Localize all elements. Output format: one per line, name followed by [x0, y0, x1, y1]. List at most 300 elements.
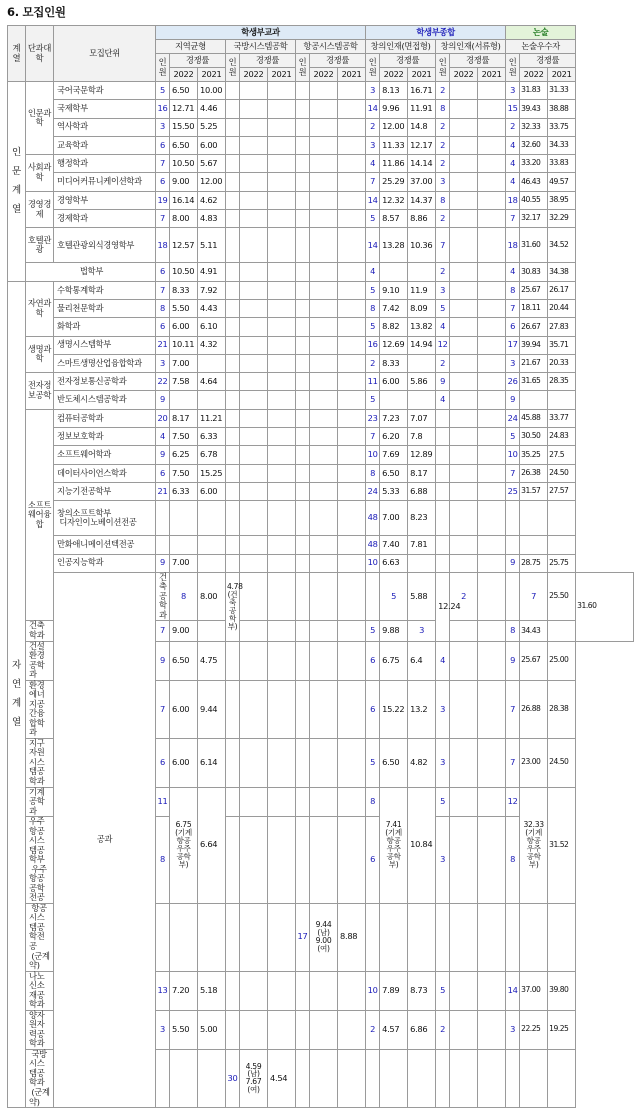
unit-name: 지구자원시스템공학과 [26, 738, 54, 787]
seats-cell: 7 [156, 680, 170, 738]
unit-name: 건설환경공학과 [26, 641, 54, 680]
rate-cell: 8.17 [408, 464, 436, 482]
seats-cell: 10 [366, 554, 380, 572]
rate-cell: 26.17 [548, 281, 576, 299]
rate-cell: 12.00 [380, 118, 408, 136]
rate-cell: 11.21 [198, 409, 226, 427]
header-competition: 경쟁률 [380, 54, 436, 68]
seats-cell: 4 [366, 263, 380, 281]
rate-cell: 40.55 [520, 191, 548, 209]
rate-cell: 6.63 [380, 554, 408, 572]
seats-cell: 5 [156, 82, 170, 100]
seats-cell: 14 [366, 100, 380, 118]
rate-cell: 6.50 [170, 136, 198, 154]
header-year: 2022 [240, 68, 268, 82]
rate-cell: 4.59 (남) 7.67 (여) [240, 1049, 268, 1107]
seats-cell: 5 [436, 787, 450, 817]
seats-cell: 8 [506, 621, 520, 641]
unit-name: 소프트웨어학과 [54, 446, 156, 464]
seats-cell: 8 [366, 787, 380, 817]
rate-cell: 6.50 [380, 464, 408, 482]
rate-cell: 7.69 [380, 446, 408, 464]
seats-cell: 10 [366, 446, 380, 464]
unit-name: 지능기전공학부 [54, 482, 156, 500]
rate-cell: 15.22 [380, 680, 408, 738]
seats-cell: 48 [366, 536, 380, 554]
college-jeonja: 전자정보공학 [26, 373, 54, 410]
seats-cell: 8 [506, 817, 520, 904]
rate-cell: 12.71 [170, 100, 198, 118]
unit-name: 만화애니메이션텍전공 [54, 536, 156, 554]
seats-cell: 4 [506, 155, 520, 173]
unit-name: 창의소프트학부 디자인이노베이션전공 [54, 501, 156, 536]
rate-cell: 32.29 [548, 210, 576, 228]
rate-cell: 7.89 [380, 971, 408, 1010]
rate-cell: 4.91 [198, 263, 226, 281]
header-competition: 경쟁률 [310, 54, 366, 68]
merged-rate-cell: 31.52 [548, 787, 576, 903]
rate-cell: 12.32 [380, 191, 408, 209]
seats-cell: 16 [156, 100, 170, 118]
merged-rate-cell: 6.64 [198, 787, 226, 903]
rate-cell: 26.67 [520, 318, 548, 336]
rate-cell: 31.57 [520, 482, 548, 500]
seats-cell: 7 [436, 228, 450, 263]
unit-name: 생명시스템학부 [54, 336, 156, 354]
unit-name: 역사학과 [54, 118, 156, 136]
rate-cell: 6.00 [198, 136, 226, 154]
rate-cell: 19.25 [548, 1010, 576, 1049]
rate-cell: 32.60 [520, 136, 548, 154]
unit-name: 우주항공시스템공학부 우주항공공학전공 [26, 817, 54, 904]
header-year: 2022 [170, 68, 198, 82]
rate-cell: 7.07 [408, 409, 436, 427]
unit-name: 국어국문학과 [54, 82, 156, 100]
header-year: 2022 [520, 68, 548, 82]
rate-cell: 6.00 [170, 738, 198, 787]
seats-cell: 3 [506, 1010, 520, 1049]
seats-cell: 5 [366, 391, 380, 409]
seats-cell: 4 [506, 136, 520, 154]
rate-cell: 39.80 [548, 971, 576, 1010]
rate-cell: 5.33 [380, 482, 408, 500]
header-unit: 모집단위 [54, 26, 156, 82]
rate-cell: 27.57 [548, 482, 576, 500]
rate-cell: 4.62 [198, 191, 226, 209]
seats-cell: 8 [366, 464, 380, 482]
rate-cell: 6.78 [198, 446, 226, 464]
group-humanities: 인문계열 [8, 82, 26, 282]
rate-cell: 5.67 [198, 155, 226, 173]
header-aero-sys: 항공시스템공학 [296, 40, 366, 54]
rate-cell: 38.95 [548, 191, 576, 209]
seats-cell: 5 [366, 318, 380, 336]
merged-rate-cell: 31.60 [576, 572, 634, 641]
college-jayeon: 자연과학 [26, 281, 54, 336]
header-competition: 경쟁률 [240, 54, 296, 68]
rate-cell: 8.23 [408, 501, 436, 536]
header-year: 2021 [198, 68, 226, 82]
seats-cell: 10 [506, 446, 520, 464]
seats-cell: 10 [366, 971, 380, 1010]
rate-cell: 8.00 [198, 572, 226, 621]
rate-cell: 25.29 [380, 173, 408, 191]
seats-cell: 3 [408, 621, 436, 641]
header-year: 2022 [310, 68, 338, 82]
rate-cell: 8.88 [338, 903, 366, 971]
rate-cell: 33.20 [520, 155, 548, 173]
seats-cell: 6 [156, 136, 170, 154]
rate-cell: 25.67 [520, 281, 548, 299]
rate-cell: 16.14 [170, 191, 198, 209]
rate-cell: 7.00 [170, 354, 198, 372]
unit-name: 건축공학과 [156, 572, 170, 621]
seats-cell: 8 [436, 100, 450, 118]
seats-cell: 2 [436, 263, 450, 281]
rate-cell: 11.9 [408, 281, 436, 299]
rate-cell: 5.00 [198, 1010, 226, 1049]
header-year: 2021 [268, 68, 296, 82]
rate-cell: 22.25 [520, 1010, 548, 1049]
seats-cell: 14 [366, 228, 380, 263]
unit-name: 법학부 [26, 263, 156, 281]
unit-name: 행정학과 [54, 155, 156, 173]
rate-cell: 7.58 [170, 373, 198, 391]
rate-cell: 31.83 [520, 82, 548, 100]
seats-cell: 3 [506, 354, 520, 372]
page-title: 6. 모집인원 [7, 5, 66, 19]
rate-cell: 4.75 [198, 641, 226, 680]
rate-cell: 24.50 [548, 464, 576, 482]
rate-cell: 12.89 [408, 446, 436, 464]
seats-cell: 3 [436, 680, 450, 738]
header-competition: 경쟁률 [170, 54, 226, 68]
merged-rate-cell: 7.41 (기계 항공 우주 공학 부) [380, 787, 408, 903]
rate-cell: 31.33 [548, 82, 576, 100]
seats-cell: 3 [436, 738, 450, 787]
rate-cell: 6.50 [170, 641, 198, 680]
rate-cell: 9.00 [170, 621, 198, 641]
seats-cell: 12 [506, 787, 520, 817]
rate-cell: 32.33 [520, 118, 548, 136]
seats-cell: 5 [436, 971, 450, 1010]
seats-cell: 11 [366, 373, 380, 391]
rate-cell: 33.83 [548, 155, 576, 173]
seats-cell: 3 [156, 118, 170, 136]
rate-cell: 10.50 [170, 263, 198, 281]
seats-cell: 9 [156, 391, 170, 409]
rate-cell: 30.50 [520, 428, 548, 446]
rate-cell: 14.94 [408, 336, 436, 354]
seats-cell: 9 [156, 641, 170, 680]
rate-cell: 4.54 [268, 1049, 296, 1107]
rate-cell: 8.73 [408, 971, 436, 1010]
merged-rate-cell: 4.78 (건축 공학부) [226, 572, 240, 641]
header-creative-docs: 창의인재(서류형) [436, 40, 506, 54]
rate-cell: 5.25 [198, 118, 226, 136]
rate-cell: 7.50 [170, 464, 198, 482]
seats-cell: 7 [506, 210, 520, 228]
rate-cell: 7.00 [380, 501, 408, 536]
seats-cell: 2 [436, 210, 450, 228]
merged-rate-cell: 12.24 [436, 572, 450, 641]
rate-cell: 12.57 [170, 228, 198, 263]
rate-cell: 6.14 [198, 738, 226, 787]
rate-cell: 23.00 [520, 738, 548, 787]
rate-cell: 37.00 [408, 173, 436, 191]
rate-cell: 8.33 [380, 354, 408, 372]
rate-cell: 8.33 [170, 281, 198, 299]
rate-cell: 9.88 [380, 621, 408, 641]
seats-cell: 21 [156, 336, 170, 354]
header-seats: 인원 [506, 54, 520, 82]
seats-cell: 6 [156, 263, 170, 281]
rate-cell: 35.25 [520, 446, 548, 464]
rate-cell: 20.44 [548, 299, 576, 317]
rate-cell: 7.81 [408, 536, 436, 554]
rate-cell: 15.25 [198, 464, 226, 482]
header-creative-interview: 창의인재(면접형) [366, 40, 436, 54]
seats-cell: 48 [366, 501, 380, 536]
unit-name: 데이터사이언스학과 [54, 464, 156, 482]
seats-cell: 8 [156, 299, 170, 317]
group-natural: 자연계열 [8, 281, 26, 1107]
college-gyeongyeong: 경영경제 [26, 191, 54, 228]
seats-cell: 3 [366, 82, 380, 100]
seats-cell: 7 [506, 738, 520, 787]
college-sahoe: 사회과학 [26, 155, 54, 192]
seats-cell: 24 [366, 482, 380, 500]
seats-cell: 16 [366, 336, 380, 354]
header-seats: 인원 [296, 54, 310, 82]
unit-name: 경영학부 [54, 191, 156, 209]
unit-name: 국방시스템공학과 (군계약) [26, 1049, 54, 1107]
seats-cell: 5 [506, 428, 520, 446]
unit-name: 미디어커뮤니케이션학과 [54, 173, 156, 191]
header-seats: 인원 [156, 54, 170, 82]
seats-cell: 2 [436, 1010, 450, 1049]
seats-cell: 7 [156, 281, 170, 299]
rate-cell: 7.8 [408, 428, 436, 446]
seats-cell: 9 [506, 554, 520, 572]
rate-cell: 6.86 [408, 1010, 436, 1049]
unit-name: 양자원자력공학과 [26, 1010, 54, 1049]
unit-name: 정보보호학과 [54, 428, 156, 446]
header-competition: 경쟁률 [450, 54, 506, 68]
rate-cell: 6.4 [408, 641, 436, 680]
seats-cell: 7 [506, 299, 520, 317]
rate-cell: 33.77 [548, 409, 576, 427]
seats-cell: 30 [226, 1049, 240, 1107]
header-year: 2022 [450, 68, 478, 82]
seats-cell: 8 [436, 191, 450, 209]
seats-cell: 3 [156, 1010, 170, 1049]
seats-cell: 5 [366, 621, 380, 641]
rate-cell: 31.65 [520, 373, 548, 391]
unit-name: 경제학과 [54, 210, 156, 228]
seats-cell: 5 [366, 738, 380, 787]
seats-cell: 4 [506, 263, 520, 281]
rate-cell: 10.11 [170, 336, 198, 354]
seats-cell: 8 [366, 299, 380, 317]
seats-cell: 2 [436, 82, 450, 100]
rate-cell: 7.40 [380, 536, 408, 554]
rate-cell: 34.38 [548, 263, 576, 281]
rate-cell: 35.71 [548, 336, 576, 354]
header-year: 2021 [408, 68, 436, 82]
unit-name: 수학통계학과 [54, 281, 156, 299]
seats-cell: 7 [156, 621, 170, 641]
rate-cell: 15.50 [170, 118, 198, 136]
rate-cell: 32.17 [520, 210, 548, 228]
seats-cell: 15 [506, 100, 520, 118]
rate-cell: 9.44 [198, 680, 226, 738]
rate-cell: 6.20 [380, 428, 408, 446]
rate-cell: 7.20 [170, 971, 198, 1010]
rate-cell: 14.14 [408, 155, 436, 173]
seats-cell: 4 [366, 155, 380, 173]
rate-cell: 5.88 [408, 572, 436, 621]
seats-cell: 17 [296, 903, 310, 971]
seats-cell: 7 [156, 155, 170, 173]
rate-cell: 26.88 [520, 680, 548, 738]
header-comprehensive: 학생부종합 [366, 26, 506, 40]
seats-cell: 7 [366, 173, 380, 191]
rate-cell: 9.10 [380, 281, 408, 299]
seats-cell: 3 [366, 136, 380, 154]
rate-cell: 4.46 [198, 100, 226, 118]
seats-cell: 2 [366, 354, 380, 372]
seats-cell: 6 [156, 173, 170, 191]
rate-cell: 7.42 [380, 299, 408, 317]
header-seats: 인원 [366, 54, 380, 82]
rate-cell: 4.43 [198, 299, 226, 317]
rate-cell: 26.38 [520, 464, 548, 482]
rate-cell: 39.94 [520, 336, 548, 354]
seats-cell: 6 [156, 318, 170, 336]
seats-cell: 7 [506, 680, 520, 738]
rate-cell: 14.8 [408, 118, 436, 136]
rate-cell: 27.83 [548, 318, 576, 336]
rate-cell: 24.50 [548, 738, 576, 787]
rate-cell: 5.18 [198, 971, 226, 1010]
seats-cell: 18 [506, 228, 520, 263]
seats-cell: 5 [436, 299, 450, 317]
seats-cell: 14 [506, 971, 520, 1010]
rate-cell: 6.00 [198, 482, 226, 500]
college-saengmyeong: 생명과학 [26, 336, 54, 373]
seats-cell: 14 [366, 191, 380, 209]
unit-name: 기계공학과 [26, 787, 54, 817]
header-year: 2021 [478, 68, 506, 82]
rate-cell: 4.57 [380, 1010, 408, 1049]
unit-name: 교육학과 [54, 136, 156, 154]
rate-cell: 28.38 [548, 680, 576, 738]
header-essay-excellent: 논술우수자 [506, 40, 576, 54]
rate-cell: 13.28 [380, 228, 408, 263]
college-software: 소프트웨어융합 [26, 409, 54, 621]
seats-cell: 8 [170, 572, 198, 621]
rate-cell: 6.88 [408, 482, 436, 500]
unit-name: 국제학부 [54, 100, 156, 118]
rate-cell: 16.71 [408, 82, 436, 100]
rate-cell: 28.35 [548, 373, 576, 391]
seats-cell: 4 [436, 391, 450, 409]
rate-cell: 25.50 [548, 572, 576, 621]
seats-cell: 18 [156, 228, 170, 263]
seats-cell: 8 [156, 817, 170, 904]
rate-cell: 25.67 [520, 641, 548, 680]
rate-cell: 38.88 [548, 100, 576, 118]
rate-cell: 6.75 [380, 641, 408, 680]
unit-name: 물리천문학과 [54, 299, 156, 317]
rate-cell: 12.69 [380, 336, 408, 354]
seats-cell: 3 [506, 82, 520, 100]
rate-cell: 12.17 [408, 136, 436, 154]
merged-rate-cell: 10.84 [408, 787, 436, 903]
seats-cell: 2 [436, 155, 450, 173]
seats-cell: 2 [366, 118, 380, 136]
seats-cell: 9 [436, 373, 450, 391]
unit-name: 환경에너지공간융합학과 [26, 680, 54, 738]
seats-cell: 12 [436, 336, 450, 354]
rate-cell: 21.67 [520, 354, 548, 372]
rate-cell: 4.32 [198, 336, 226, 354]
rate-cell: 39.43 [520, 100, 548, 118]
seats-cell: 9 [156, 446, 170, 464]
rate-cell: 10.36 [408, 228, 436, 263]
seats-cell: 21 [156, 482, 170, 500]
seats-cell: 25 [506, 482, 520, 500]
rate-cell: 14.37 [408, 191, 436, 209]
seats-cell: 4 [436, 641, 450, 680]
rate-cell: 6.00 [380, 373, 408, 391]
rate-cell: 5.86 [408, 373, 436, 391]
rate-cell: 28.75 [520, 554, 548, 572]
rate-cell: 13.82 [408, 318, 436, 336]
seats-cell: 24 [506, 409, 520, 427]
seats-cell: 6 [506, 318, 520, 336]
seats-cell: 18 [506, 191, 520, 209]
unit-name: 항공시스템공학전공 (군계약) [26, 903, 54, 971]
rate-cell: 6.50 [380, 738, 408, 787]
header-competition: 경쟁률 [520, 54, 576, 68]
seats-cell: 7 [506, 464, 520, 482]
seats-cell: 26 [506, 373, 520, 391]
rate-cell: 7.92 [198, 281, 226, 299]
unit-name: 나노신소재공학과 [26, 971, 54, 1010]
rate-cell: 11.86 [380, 155, 408, 173]
seats-cell: 6 [366, 641, 380, 680]
seats-cell: 7 [366, 428, 380, 446]
rate-cell: 27.5 [548, 446, 576, 464]
rate-cell: 34.33 [548, 136, 576, 154]
seats-cell: 11 [156, 787, 170, 817]
header-year: 2021 [338, 68, 366, 82]
rate-cell: 31.60 [520, 228, 548, 263]
rate-cell: 25.00 [548, 641, 576, 680]
seats-cell: 6 [156, 738, 170, 787]
unit-name: 호텔관광외식경영학부 [54, 228, 156, 263]
rate-cell: 18.11 [520, 299, 548, 317]
unit-name: 반도체시스템공학과 [54, 391, 156, 409]
admissions-table [7, 25, 634, 1108]
header-seats: 인원 [436, 54, 450, 82]
header-student-record: 학생부교과 [156, 26, 366, 40]
rate-cell: 25.75 [548, 554, 576, 572]
seats-cell: 20 [156, 409, 170, 427]
seats-cell: 17 [506, 336, 520, 354]
